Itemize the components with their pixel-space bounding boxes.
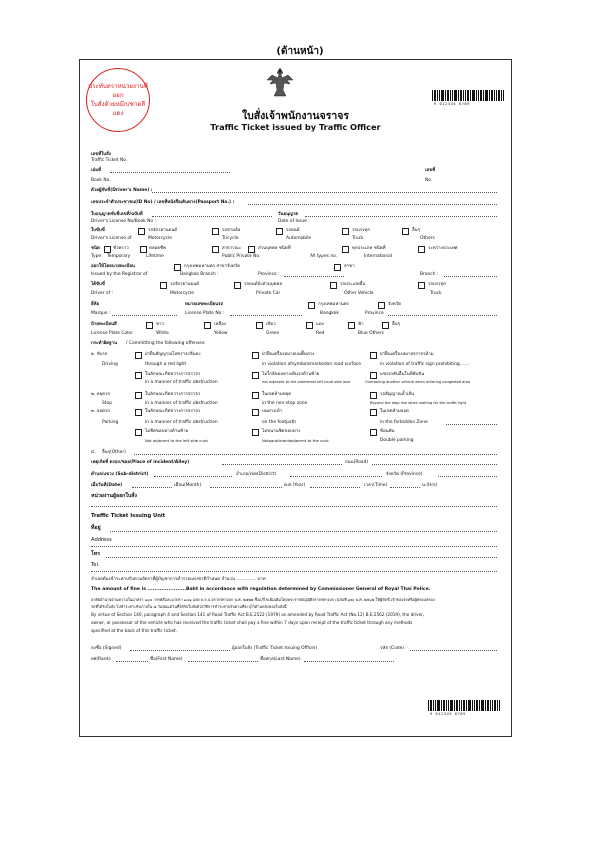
drv-truck-checkbox[interactable] — [418, 282, 425, 289]
code-label: รหัส (Code) — [380, 646, 404, 651]
park-notparallel-en: Notparallelandadjacent to the curb — [262, 438, 329, 443]
offense-roadmark-th: ฝ่าฝืนเครื่องหมายบนพื้นทาง — [262, 352, 315, 357]
color-yellow-checkbox[interactable] — [204, 322, 211, 329]
park-footpath-th: บนทางเท้า — [262, 409, 283, 414]
plate-color-th: ป้ายทะเบียนสี — [91, 322, 117, 327]
license-no-field[interactable] — [152, 216, 272, 217]
dl-tricycle-checkbox[interactable] — [212, 228, 219, 235]
type-th: ชนิด — [91, 246, 100, 251]
issue-date-th: วันอนุญาต — [278, 212, 299, 217]
stamp-line-2: ใบสั่งด้วยหมึก/ชาดสีแดง — [90, 101, 146, 117]
type-temporary-en: Temporary — [107, 254, 131, 259]
type-public-th: สาธารณะ — [222, 246, 242, 251]
offense-sign-en: in violation of traffic sign prohibiting....... — [380, 362, 470, 367]
year-label: พ.ศ.(Year) — [284, 483, 306, 488]
park-obstruct-th: ในลักษณะกีดขวางการจราจร — [145, 409, 201, 414]
offense-roadmark-checkbox[interactable] — [252, 352, 259, 359]
offense-redlight-checkbox[interactable] — [135, 352, 142, 359]
type-alltypes-checkbox[interactable] — [342, 246, 349, 253]
plate-no-th: หมายเลขทะเบียนรถ — [185, 302, 224, 307]
issued-by-th: ออกให้โดยนายทะเบียน — [91, 264, 135, 269]
plate-no-en: License Plate No : — [185, 311, 225, 316]
plate-province-en: Province — [365, 311, 384, 316]
type-private-th: ส่วนบุคคล ชนิดที่ — [258, 246, 291, 251]
park-footpath-en: on the footpath — [262, 420, 297, 425]
type-international-checkbox[interactable] — [418, 246, 425, 253]
stop-obstruct-checkbox[interactable] — [135, 392, 142, 399]
color-white-checkbox[interactable] — [146, 322, 153, 329]
color-other-checkbox[interactable] — [382, 322, 389, 329]
road-label: ถนน(Road) — [345, 460, 369, 465]
district-label: อำเภอ/เขต(District) — [236, 472, 277, 477]
dl-of-th: ใบขับขี่ — [91, 228, 105, 233]
color-other-th: อื่นๆ — [392, 322, 400, 327]
no-en: No. — [425, 178, 433, 183]
park-notparallel-checkbox[interactable] — [252, 429, 259, 436]
driver-of-th: ได้ขับขี่ — [91, 282, 105, 287]
stamp-line-1: ประทับตราหน่วยงานที่ออก — [88, 83, 148, 99]
address-en: Address — [91, 537, 112, 543]
offense-overtake-en: Overtaking another vehicle when entering congested area — [365, 380, 471, 384]
subdistrict-label: ตำบล/แขวง (Sub-district) — [91, 472, 149, 477]
stop-nonstop-th: ในเขตห้ามหยุด — [262, 392, 292, 397]
type-international-th: ระหว่างประเทศ — [428, 246, 458, 251]
drv-motorcycle-th: รถจักรยานยนต์ — [170, 282, 200, 287]
book-en: Book No. — [91, 178, 111, 183]
park-notleft-checkbox[interactable] — [135, 429, 142, 436]
marque-en: Marque : — [91, 311, 111, 316]
dl-motorcycle-th: รถจักรยานยนต์ — [148, 228, 178, 233]
color-yellow-en: Yellow — [214, 331, 228, 336]
no-th: เลขที่ — [425, 168, 436, 173]
marque-field[interactable] — [112, 315, 177, 316]
type-alltypes-en: All types no. — [310, 254, 338, 259]
id-passport-label: เลขประจำตัวประชาชน(ID No) / เลขที่หนังสือเดินทาง(Passport No.) : — [91, 200, 235, 205]
address-field-2[interactable] — [91, 546, 497, 547]
plate-bangkok-checkbox[interactable] — [308, 302, 315, 309]
park-notleft-th: ไม่ชิดขอบทางด้านซ้าย — [145, 429, 189, 434]
dl-of-en: Driver's License of — [91, 236, 132, 241]
tel-en: Tel. — [91, 562, 100, 568]
stop-beyondline-th: รอสัญญาณล้ำเส้น — [380, 392, 415, 397]
garuda-emblem-icon — [266, 66, 294, 98]
drv-privatecar-th: รถยนต์นั่งส่วนบุคคล — [244, 282, 283, 287]
dl-truck-en: Truck — [352, 236, 364, 241]
drv-privatecar-en: Private Car — [256, 291, 281, 296]
place-field[interactable] — [222, 464, 342, 465]
offense-3-en: Parking — [102, 420, 119, 425]
ticket-no-en: Traffic Ticket No. — [91, 158, 128, 163]
last-name-label: ชื่อสกุล(Last Name) — [260, 657, 301, 662]
color-white-th: ขาว — [156, 322, 164, 327]
registrar-bangkok-th: กรุงเทพมหานคร สาขาจังหวัด — [184, 264, 240, 269]
type-temporary-checkbox[interactable] — [104, 246, 111, 253]
address-field[interactable] — [110, 531, 497, 532]
stop-nonstop-checkbox[interactable] — [252, 392, 259, 399]
drv-privatecar-checkbox[interactable] — [234, 282, 241, 289]
dl-others-checkbox[interactable] — [402, 228, 409, 235]
branch-label: Branch : — [420, 272, 439, 277]
park-forbidden-en: in the forbidden Zone — [380, 420, 428, 425]
registrar-branch-checkbox[interactable] — [334, 264, 341, 271]
dl-motorcycle-checkbox[interactable] — [138, 228, 145, 235]
offenses-en: / Committing the following offenses: — [126, 341, 206, 346]
offense-notleft-checkbox[interactable] — [252, 372, 259, 379]
drv-truck-th: รถบรรทุก — [428, 282, 447, 287]
tel-field[interactable] — [106, 557, 497, 558]
drv-othervehicle-checkbox[interactable] — [330, 282, 337, 289]
registrar-bangkok-checkbox[interactable] — [174, 264, 181, 271]
fine-en: The amount of fine is ......................Baht in accordance with regulation determined by Commissioner General of Royal Thai Police. — [91, 587, 431, 592]
book-th: เล่มที่ — [91, 168, 101, 173]
drv-motorcycle-en: Motorcycle — [170, 291, 194, 296]
stop-obstruct-th: ในลักษณะกีดขวางการจราจร — [145, 392, 201, 397]
bottom-barcode-icon — [428, 700, 500, 711]
dl-tricycle-th: รถสามล้อ — [222, 228, 241, 233]
month-field[interactable] — [210, 487, 282, 488]
road-field[interactable] — [372, 464, 497, 465]
fine-th: จำเลยต้องชำระค่าปรับตามอัตราที่ผู้บัญชาการตำรวจแห่งชาติกำหนด จำนวน .............. บาท — [91, 577, 266, 582]
dl-automobile-th: รถยนต์ — [286, 228, 300, 233]
signature-field[interactable] — [130, 650, 230, 651]
type-public-checkbox[interactable] — [212, 246, 219, 253]
drv-motorcycle-checkbox[interactable] — [160, 282, 167, 289]
law-th-1: อาศัยอำนาจตามความในมาตรา ๑๔๐ วรรคสี่และมาตรา ๑๔๑ แห่ง พ.ร.บ.จราจรทางบก พ.ศ. ๒๕๒๒ ซึ่งแก้ไขเพิ่มเติมโดยพระราชบัญญัติจราจรทางบก (ฉบับที่ ๑๒) พ.ศ. ๒๕๖๒ ให้ผู้ขับขี่ เจ้าของรถหรือผู้ครอบครอง — [91, 597, 435, 602]
color-blue-th: ฟ้า — [358, 322, 364, 327]
color-yellow-th: เหลือง — [214, 322, 226, 327]
color-green-th: เขียว — [266, 322, 276, 327]
ticket-no-th: เลขที่ใบสั่ง — [91, 152, 111, 157]
offense-overtake-th: แซงรถคันอื่นในที่คับขัน — [380, 372, 425, 377]
last-name-field[interactable] — [304, 661, 394, 662]
unit-separator — [91, 506, 497, 507]
province-field[interactable] — [284, 276, 344, 277]
law-en-1: By virtue of Section 140, paragraph 4 and Section 141 of Road Traffic Act B.E.2522 (1979) as amended by Road Traffic Act (No.12) B.E.2562 (2019), the driver, — [91, 612, 425, 617]
type-lifetime-en: Lifetime — [146, 254, 164, 259]
tel-field-2[interactable] — [91, 571, 497, 572]
branch-field[interactable] — [444, 276, 497, 277]
park-footpath-checkbox[interactable] — [252, 409, 259, 416]
top-barcode-icon — [432, 90, 504, 101]
dl-automobile-checkbox[interactable] — [276, 228, 283, 235]
dl-automobile-en: Automobile — [286, 236, 312, 241]
license-no-th: ใบอนุญาตขับขี่เลขที่/ฉบับที่ — [91, 212, 143, 217]
color-green-checkbox[interactable] — [256, 322, 263, 329]
park-double-checkbox[interactable] — [370, 429, 377, 436]
offense-obstruct-en: in a manner of traffic obstruction — [145, 380, 218, 385]
park-notparallel-th: ไม่ขนานชิดขอบทาง — [262, 429, 301, 434]
color-red-th: แดง — [316, 322, 324, 327]
first-name-label: ชื่อ(First Name) — [150, 657, 183, 662]
place-label: เหตุเกิดที่ ตรอก/ซอย(Place of incident/Alley) — [91, 460, 190, 465]
dl-motorcycle-en: Motorcycle — [148, 236, 172, 241]
province2-label: จังหวัด (Province) — [386, 472, 423, 477]
rank-label: ยศ(Rank) — [91, 657, 111, 662]
drv-othervehicle-en: Other Vehicle — [344, 291, 374, 296]
stop-beyondline-checkbox[interactable] — [370, 392, 377, 399]
drv-truck-en: Truck — [430, 291, 442, 296]
tel-th: โทร — [91, 551, 100, 557]
plate-province-checkbox[interactable] — [378, 302, 385, 309]
dl-truck-checkbox[interactable] — [342, 228, 349, 235]
title-english: Traffic Ticket issued by Traffic Officer — [210, 122, 381, 132]
dl-others-en: Others — [420, 236, 435, 241]
offense-obstruct-checkbox[interactable] — [135, 372, 142, 379]
color-green-en: Green — [266, 331, 280, 336]
offense-1-en: Driving — [102, 362, 118, 367]
offense-sign-th: ฝ่าฝืนเครื่องหมายจราจรห้าม — [380, 352, 434, 357]
park-forbidden-th: ในเขตห้ามจอด — [380, 409, 409, 414]
type-public-private-en: Public Private No. — [222, 254, 261, 259]
year-field[interactable] — [310, 487, 360, 488]
type-international-en: International — [364, 254, 393, 259]
park-obstruct-en: in a manner of traffic obstruction — [145, 420, 218, 425]
officer-label: ผู้ออกใบสั่ง (Traffic Ticket Issuing Officer) — [232, 646, 318, 651]
hrs-label: น.(Hrs) — [422, 483, 438, 488]
color-white-en: White — [156, 331, 169, 336]
registrar-branch-th: สาขา — [344, 264, 355, 269]
color-red-en: Red — [316, 331, 325, 336]
offense-notleft-th: ไม่ใกล้ขอบทางเดินรถด้านซ้าย — [262, 372, 320, 377]
law-en-2: owner, or possessor of the vehicle who has received the traffic ticket shall pay a fine within 7 days upon receipt of the traffic ticket through any methods — [91, 620, 413, 625]
type-en: Type: — [91, 254, 103, 259]
time-label: เวลา(Time) — [364, 483, 388, 488]
color-red-checkbox[interactable] — [306, 322, 313, 329]
offense-roadmark-en: in violation ofsymbolsmarkedon road surface — [262, 362, 362, 367]
offense-obstruct-th: ในลักษณะกีดขวางการจราจร — [145, 372, 201, 377]
law-th-2: รถที่ได้รับใบสั่ง ไปชำระค่าปรับภายใน ๗ วันนับแต่วันที่ได้รับใบสั่งด้วยวิธีการชำระค่าปรับตามที่ระบุไว้ด้านหลังของใบสั่งนี้ — [91, 604, 287, 609]
offense-notleft-en: not adjacent to the outermost left hand side lane — [262, 380, 351, 384]
park-forbidden-checkbox[interactable] — [370, 409, 377, 416]
type-lifetime-th: ตลอดชีพ — [149, 246, 166, 251]
province2-field[interactable] — [438, 476, 497, 477]
bottom-barcode-number: 9 012345 6789 — [430, 712, 466, 716]
issue-date-field[interactable] — [305, 216, 497, 217]
type-alltypes-th: ทุกประเภท ชนิดที่ — [352, 246, 386, 251]
month-label: เดือน(Month) — [174, 483, 202, 488]
other-field[interactable] — [134, 454, 497, 455]
stop-beyondline-en: Beyond the stop line when waiting for the traffic light — [370, 401, 467, 405]
address-th: ที่อยู่ — [91, 525, 101, 531]
issue-date-en: Date of Issue : — [278, 219, 310, 224]
book-field[interactable] — [110, 172, 230, 173]
date-field[interactable] — [132, 487, 172, 488]
law-en-3: specified at the back of this traffic ticket. — [91, 628, 177, 633]
forbidden-zone-field[interactable] — [446, 424, 497, 425]
offense-2-th: ๒. หยุดรถ — [91, 392, 111, 397]
subdistrict-field[interactable] — [154, 476, 232, 477]
offense-redlight-th: ฝ่าฝืนสัญญาณไฟจราจรสีแดง — [145, 352, 201, 357]
drv-othervehicle-th: รถประเภทอื่น — [340, 282, 366, 287]
plate-bangkok-en: Bangkok — [320, 311, 339, 316]
marque-th: ยี่ห้อ — [91, 302, 100, 307]
plate-no-field[interactable] — [230, 315, 302, 316]
plate-province-field[interactable] — [388, 315, 497, 316]
signed-label: ลงชื่อ (Signed) — [91, 646, 122, 651]
offenses-th: กระทำผิดฐาน — [91, 341, 118, 346]
park-double-en: Double parking — [380, 438, 414, 443]
driver-name-field[interactable] — [152, 192, 497, 193]
plate-color-en: License Plate Color — [91, 331, 133, 336]
offense-2-en: Stop — [102, 401, 112, 406]
top-barcode-number: 9 012345 6789 — [434, 102, 470, 106]
offense-3-th: ๓. จอดรถ — [91, 409, 110, 414]
first-name-field[interactable] — [188, 661, 258, 662]
dl-others-th: อื่นๆ — [412, 228, 420, 233]
other-label: อื่นๆ(Other) — [102, 450, 126, 455]
park-notleft-en: Not adjacent to the left side curb — [145, 438, 208, 443]
page-side-label: (ด้านหน้า) — [276, 46, 324, 57]
offense-redlight-en: through a red light — [145, 362, 187, 367]
driver-of-en: Driver of : — [91, 291, 114, 296]
issued-by-en: Issued by the Registrar of — [91, 272, 148, 277]
time-field[interactable] — [390, 487, 420, 488]
district-field[interactable] — [290, 476, 382, 477]
plate-province-th: จังหวัด — [388, 302, 401, 307]
title-thai: ใบสั่งเจ้าพนักงานจราจร — [241, 110, 350, 122]
type-lifetime-checkbox[interactable] — [140, 246, 147, 253]
dl-tricycle-en: Tricycle — [222, 236, 239, 241]
type-private-checkbox[interactable] — [248, 246, 255, 253]
rank-field[interactable] — [116, 661, 148, 662]
unit-en: Traffic Ticket Issuing Unit — [91, 513, 166, 519]
id-passport-field[interactable] — [248, 204, 497, 205]
driver-name-label: ด้วยผู้ขับขี่(Driver's Name) : — [91, 188, 153, 193]
license-no-en: Driver's License No/Book No : — [91, 219, 156, 224]
plate-bangkok-th: กรุงเทพมหานคร — [318, 302, 350, 307]
code-field[interactable] — [410, 650, 497, 651]
offense-overtake-checkbox[interactable] — [370, 372, 377, 379]
date-label: เมื่อวันที่(Date) — [91, 483, 123, 488]
offense-sign-checkbox[interactable] — [370, 352, 377, 359]
traffic-ticket-form — [79, 59, 512, 737]
color-blue-others-en: Blue Others — [358, 331, 384, 336]
stop-nonstop-en: in the non-stop zone — [262, 401, 308, 406]
park-obstruct-checkbox[interactable] — [135, 409, 142, 416]
unit-th: หน่วยงานผู้ออกใบสั่ง — [91, 493, 137, 499]
offense-1-th: ๑. ขับรถ — [91, 352, 108, 357]
type-temporary-th: ชั่วคราว — [113, 246, 129, 251]
stop-obstruct-en: in a manner of traffic obstruction — [145, 401, 218, 406]
offense-4-th: ๔. — [91, 450, 96, 455]
color-blue-checkbox[interactable] — [348, 322, 355, 329]
dl-truck-th: รถบรรทุก — [352, 228, 371, 233]
bangkok-branch-label: Bangkok Branch : — [180, 272, 219, 277]
park-double-th: ซ้อนคัน — [380, 429, 395, 434]
province-label: Province : — [258, 272, 280, 277]
